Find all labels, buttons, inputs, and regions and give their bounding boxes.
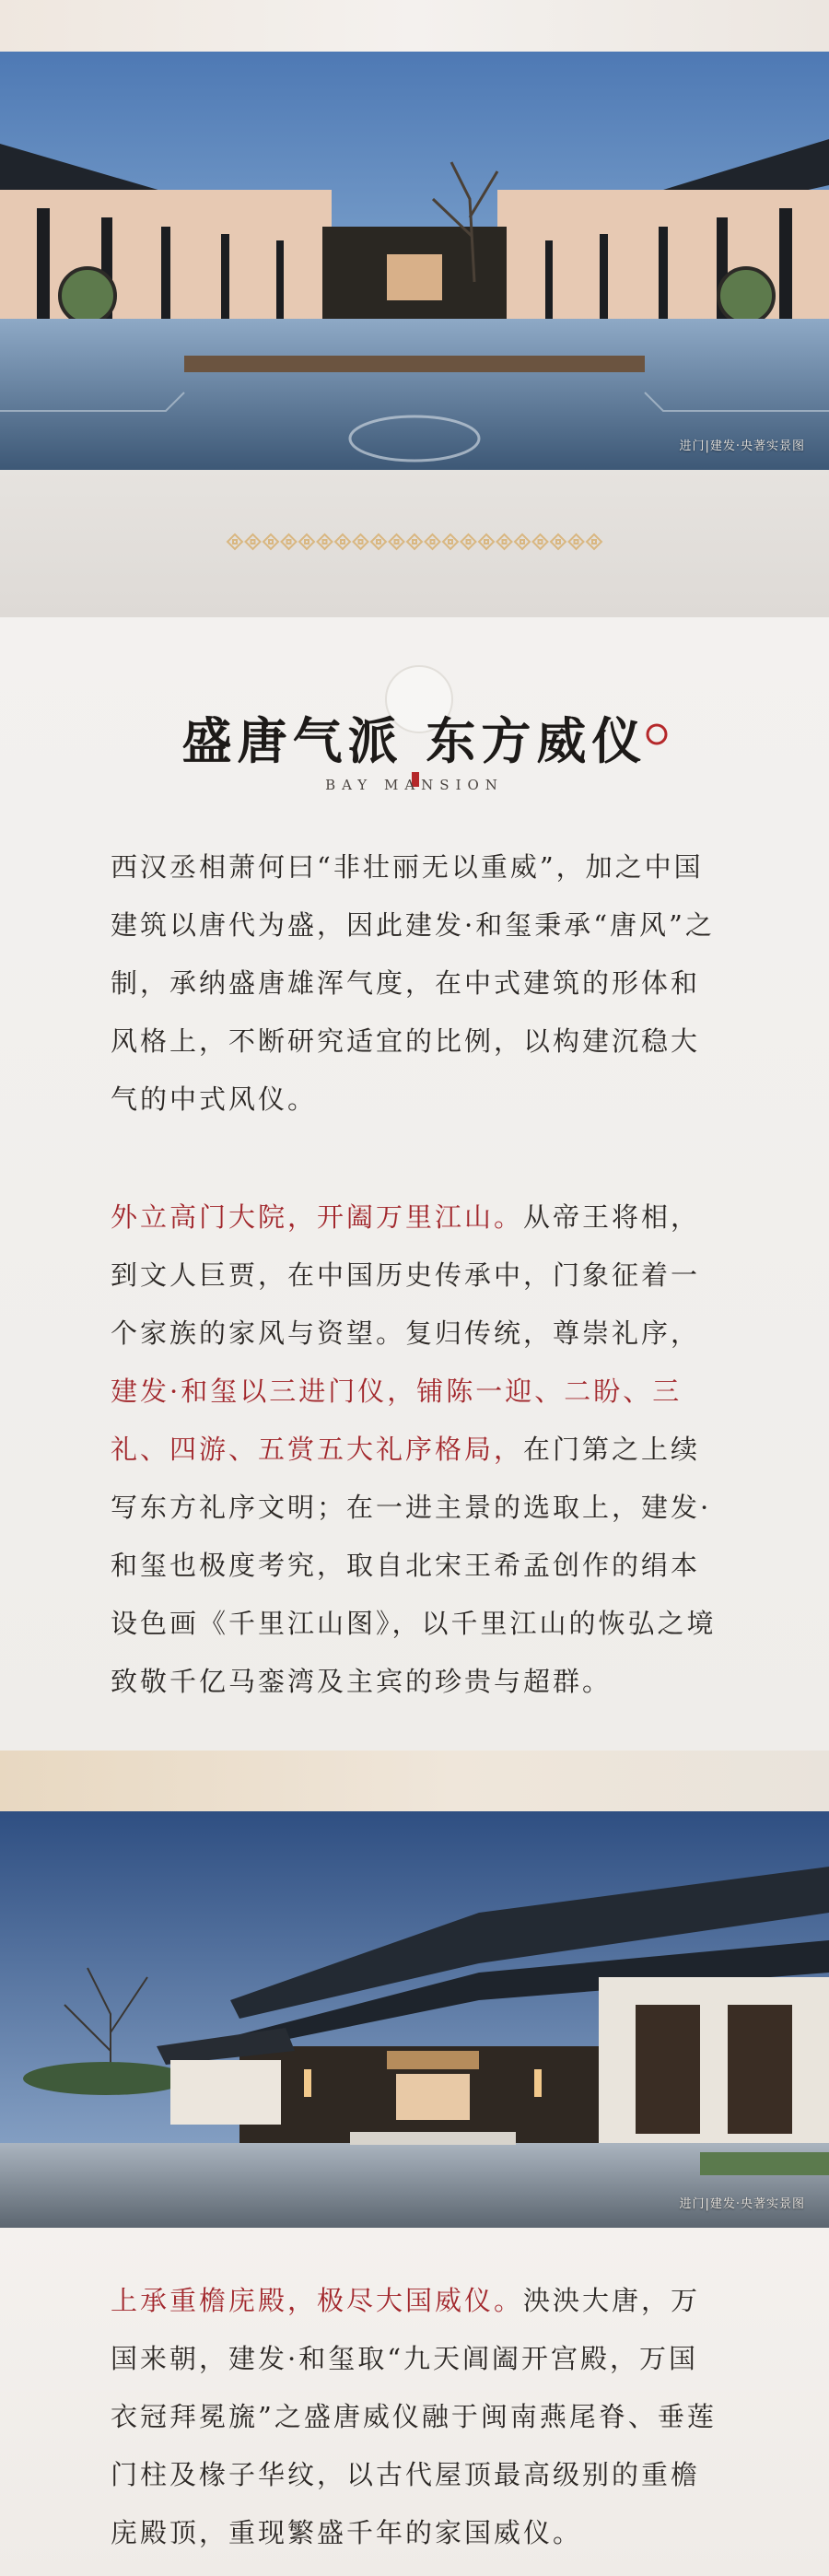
ornament-dot (503, 540, 507, 544)
gold-band (0, 1751, 829, 1811)
ornament-diamond (246, 534, 261, 549)
paragraph-gate (111, 1188, 728, 1711)
ornament-diamond (587, 534, 601, 549)
ornament-diamond (443, 534, 458, 549)
highlight-text: 外立高门大院，开阖万里江山。 (111, 1201, 524, 1233)
ornament-dot (413, 540, 416, 544)
highlight-text: 上承重檐庑殿，极尽大国威仪。 (111, 2285, 524, 2316)
ornament-dot (251, 540, 255, 544)
ornament-dot (287, 540, 291, 544)
ornament-dot (539, 540, 543, 544)
paragraph-roof (111, 2272, 728, 2562)
top-strip (0, 0, 829, 52)
ornament-dot (305, 540, 309, 544)
ornament-diamond (299, 534, 314, 549)
building-illustration (0, 1811, 829, 2228)
page-title: 盛唐气派 东方威仪 (181, 711, 648, 770)
ornament-dot (592, 540, 596, 544)
ornament-dot (323, 540, 327, 544)
ornament-diamond (390, 534, 404, 549)
ornament-diamond (569, 534, 584, 549)
ornament-diamond (335, 534, 350, 549)
subtitle: BAY MANSION (325, 777, 504, 793)
ornament-dot (467, 540, 471, 544)
courtyard-photo (0, 52, 829, 470)
ornament-dot (431, 540, 435, 544)
courtyard-illustration (0, 52, 829, 470)
ornament-diamond (515, 534, 530, 549)
ornament-diamond (318, 534, 333, 549)
body-text: 泱泱大唐，万国来朝，建发·和玺取“九天阊阖开宫殿，万国衣冠拜冕旒”之盛唐威仪融于闽南燕尾脊、垂莲门柱及椽子华纹，以古代屋顶最高级别的重檐庑殿顶，重现繁盛千年的家国威仪。 (111, 2285, 717, 2548)
building-photo (0, 1811, 829, 2228)
ornament-dot (449, 540, 452, 544)
ornament-dot (395, 540, 399, 544)
ornament-dot (359, 540, 363, 544)
lattice-ornament (226, 531, 603, 553)
ornament-dot (575, 540, 578, 544)
ornament-diamond (461, 534, 476, 549)
ornament-dot (377, 540, 380, 544)
ornament-diamond (228, 534, 242, 549)
ornament-dot (269, 540, 273, 544)
ornament-diamond (497, 534, 512, 549)
photo-caption: 进门|建发·央著实景图 (679, 2197, 805, 2211)
ornament-dot (341, 540, 344, 544)
red-seal-icon (645, 722, 669, 746)
ornament-dot (233, 540, 237, 544)
ornament-diamond (354, 534, 368, 549)
ornament-diamond (263, 534, 278, 549)
body-text: 在门第之上续写东方礼序文明；在一进主景的选取上，建发·和玺也极度考究，取自北宋王希孟创作的绢本设色画《千里江山图》，以千里江山的恢弘之境致敬千亿马銮湾及主宾的珍贵与超群。 (111, 1434, 717, 1697)
body-text: 从帝王将相，到文人巨贾，在中国历史传承中，门象征着一个家族的家风与资望。复归传统，尊崇礼序， (111, 1201, 701, 1349)
ornament-diamond (551, 534, 566, 549)
ornament-diamond (479, 534, 494, 549)
ornament-diamond (407, 534, 422, 549)
ornament-dot (556, 540, 560, 544)
ornament-diamond (282, 534, 297, 549)
paragraph-intro: 西汉丞相萧何曰“非壮丽无以重威”，加之中国建筑以唐代为盛，因此建发·和玺秉承“唐风”之制，承纳盛唐雄浑气度，在中式建筑的形体和风格上，不断研究适宜的比例，以构建沉稳大气的中式风仪。 (111, 851, 715, 1115)
ornament-dot (485, 540, 488, 544)
ornament-dot (520, 540, 524, 544)
ornament-diamond (426, 534, 440, 549)
photo-caption: 进门|建发·央著实景图 (679, 439, 805, 453)
heading-block (0, 645, 829, 820)
ornament-diamond (371, 534, 386, 549)
highlight-text: 建发·和玺以三进门仪，铺陈一迎、二盼、三礼、四游、五赏五大礼序格局， (111, 1376, 683, 1465)
ornament-diamond (533, 534, 548, 549)
